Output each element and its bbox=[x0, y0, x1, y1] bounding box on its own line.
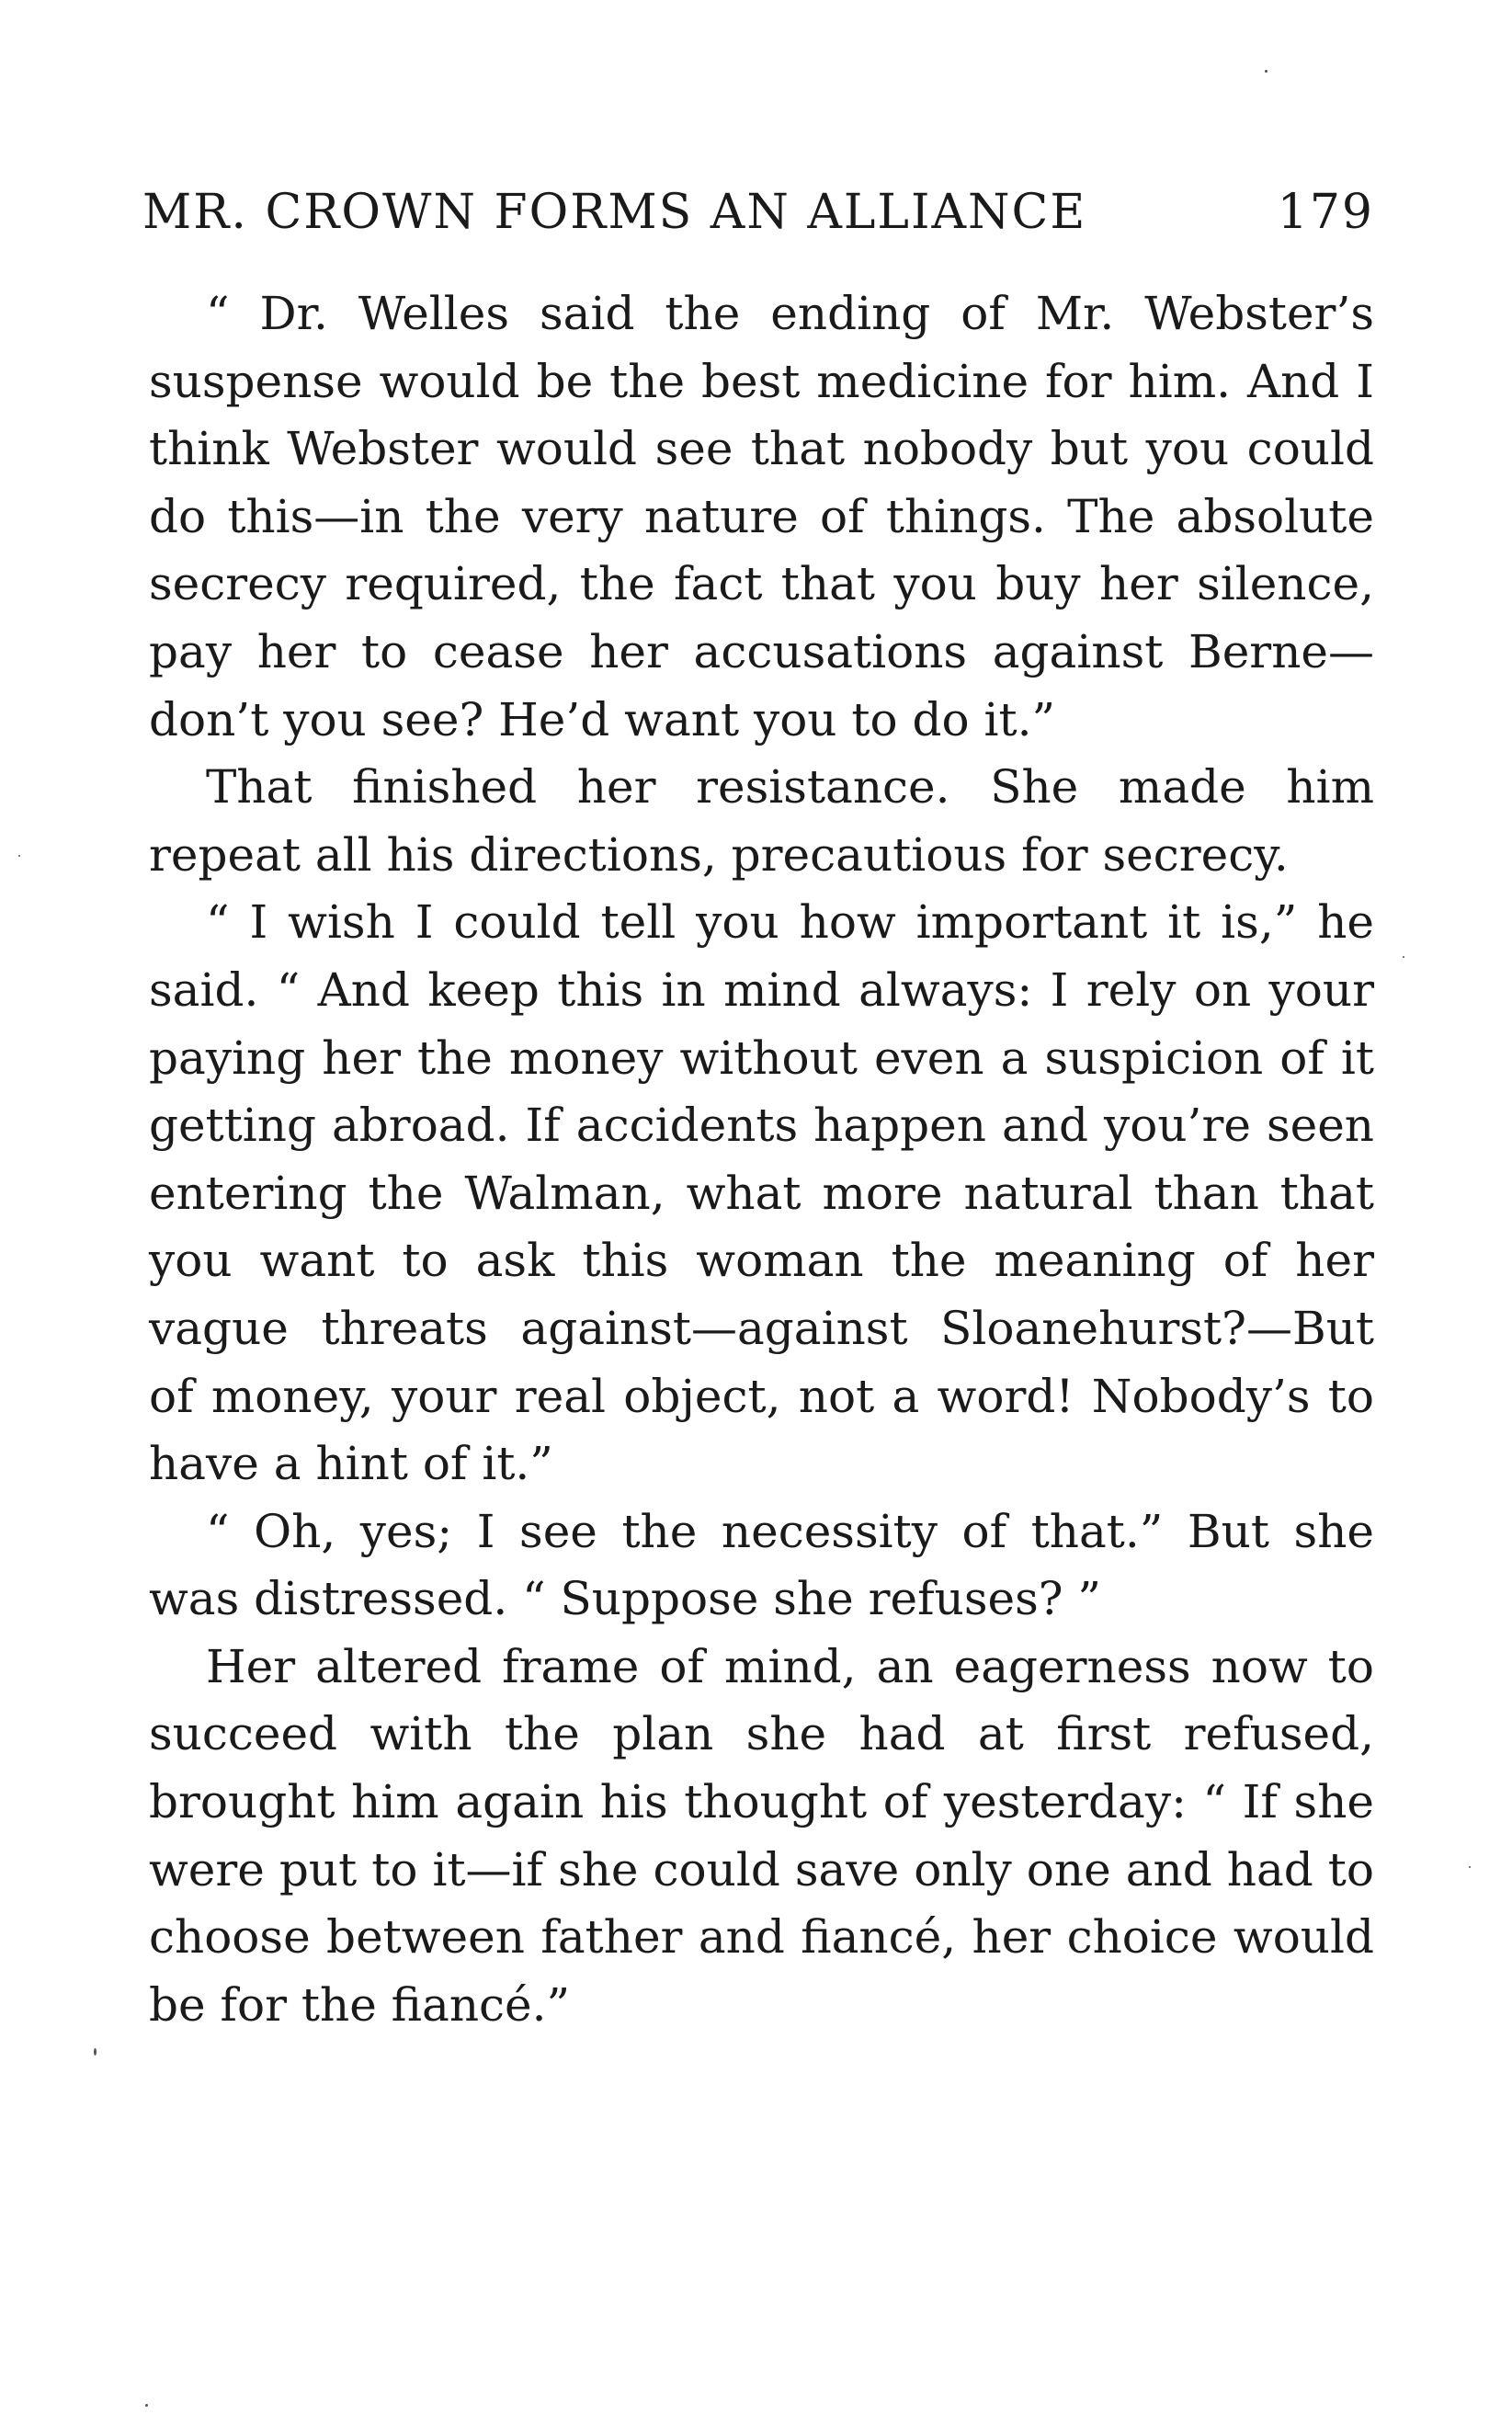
print-speck bbox=[1469, 1866, 1471, 1868]
paragraph: “ Dr. Welles said the ending of Mr. Webster’s suspense would be the best medicine for him. And I think Webster would see that nobody but you could do this—in the very nature of things. The absolute secrecy required, the fact that you buy her silence, pay her to cease her accusations against Berne—don’t you see? He’d want you to do it.” bbox=[149, 287, 1374, 746]
body-text bbox=[149, 280, 1374, 2039]
print-speck bbox=[145, 2404, 148, 2407]
paragraph: “ I wish I could tell you how important it is,” he said. “ And keep this in mind always: I rely on your paying her the money without even a suspicion of it getting abroad. If accidents happen and you’re seen entering the Walman, what more natural than that you want to ask this woman the meaning of her vague threats against—against Sloanehurst?—But of money, your real object, not a word! Nobody’s to have a hint of it.” bbox=[149, 895, 1374, 1491]
print-speck bbox=[1403, 956, 1404, 958]
running-head: MR. CROWN FORMS AN ALLIANCE bbox=[142, 185, 1087, 240]
print-speck bbox=[18, 855, 20, 857]
paragraph: Her altered frame of mind, an eagerness now to succeed with the plan she had at first refused, brought him again his thought of yesterday: “ If she were put to it—if she could save only one and had to choose between father and fiancé, her choice would be for the fiancé.” bbox=[149, 1639, 1374, 2032]
paragraph: That finished her resistance. She made him repeat all his directions, precautious for secrecy. bbox=[149, 760, 1374, 882]
print-speck bbox=[1265, 70, 1268, 73]
print-speck bbox=[94, 2048, 97, 2056]
page-header bbox=[142, 180, 1374, 245]
paragraph: “ Oh, yes; I see the necessity of that.” But she was distressed. “ Suppose she refuses? ” bbox=[149, 1504, 1374, 1626]
page-number: 179 bbox=[1277, 185, 1374, 240]
